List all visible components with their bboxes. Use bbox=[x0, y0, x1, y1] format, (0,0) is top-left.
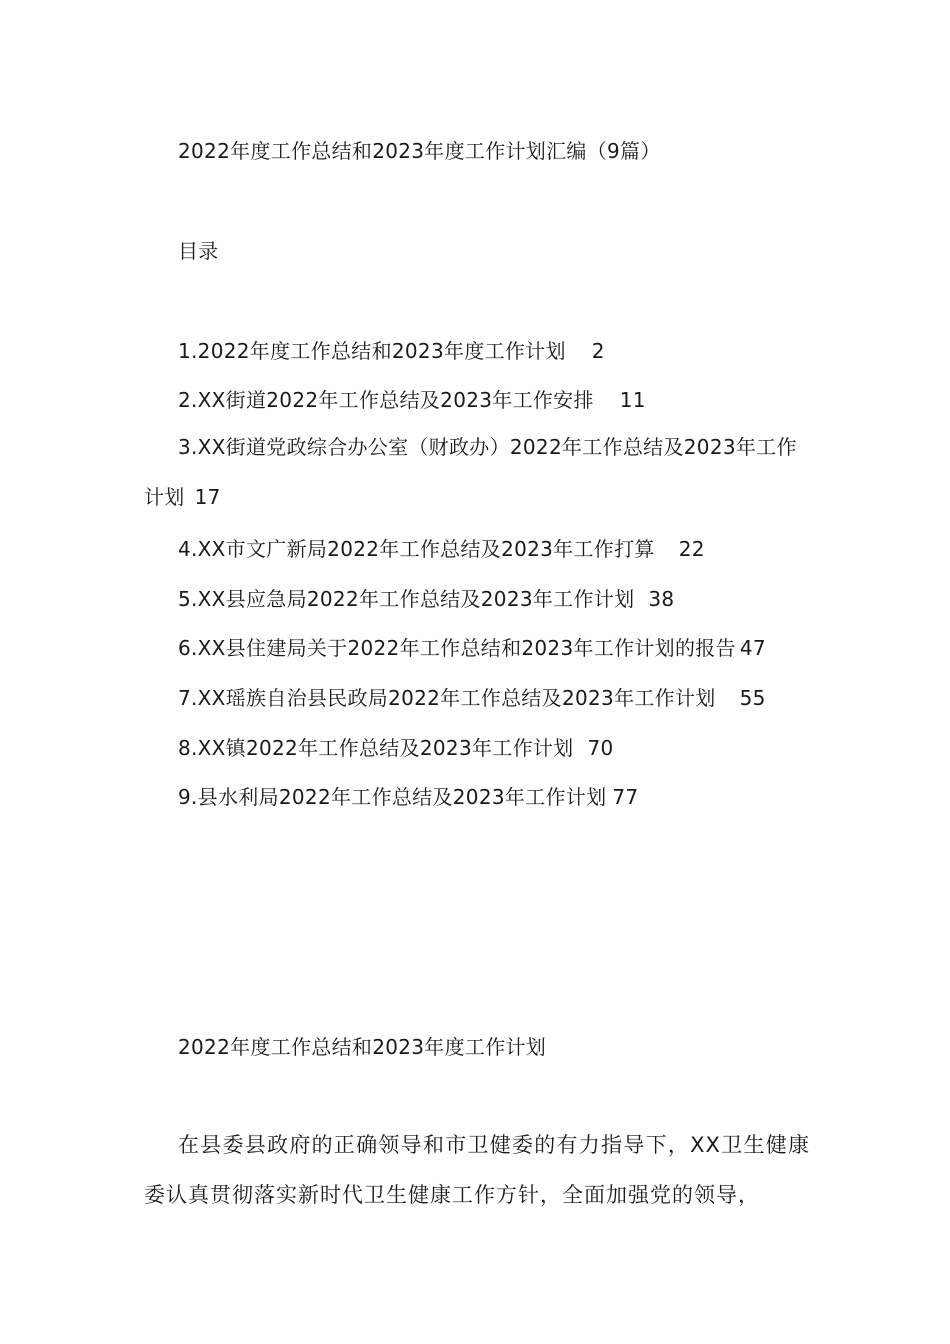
toc-item-4[interactable] bbox=[178, 535, 705, 563]
toc-item-page: 11 bbox=[619, 388, 646, 412]
toc-item-page: 47 bbox=[739, 636, 766, 660]
toc-item-label: 5.XX县应急局2022年工作总结及2023年工作计划 bbox=[178, 587, 635, 611]
toc-item-label: 8.XX镇2022年工作总结及2023年工作计划 bbox=[178, 736, 574, 760]
toc-item-page: 77 bbox=[612, 785, 639, 809]
toc-item-label: 9.县水利局2022年工作总结及2023年工作计划 bbox=[178, 785, 607, 809]
toc-item-page: 17 bbox=[194, 485, 221, 509]
toc-item-label: 1.2022年度工作总结和2023年度工作计划 bbox=[178, 339, 566, 363]
toc-item-page: 2 bbox=[591, 339, 605, 363]
toc-item-6[interactable] bbox=[178, 634, 766, 662]
toc-item-label: 6.XX县住建局关于2022年工作总结和2023年工作计划的报告 bbox=[178, 636, 736, 660]
toc-item-1[interactable] bbox=[178, 337, 605, 365]
toc-item-7[interactable] bbox=[178, 684, 766, 712]
toc-item-page: 22 bbox=[678, 537, 705, 561]
toc-heading: 目录 bbox=[178, 239, 219, 263]
toc-item-label: 2.XX街道2022年工作总结及2023年工作安排 bbox=[178, 388, 594, 412]
body-paragraph: 在县委县政府的正确领导和市卫健委的有力指导下，XX卫生健康委认真贯彻落实新时代卫生健康工作方针，全面加强党的领导， bbox=[144, 1133, 810, 1207]
main-title: 2022年度工作总结和2023年度工作计划汇编（9篇） bbox=[178, 139, 661, 163]
toc-item-3[interactable] bbox=[144, 422, 810, 522]
toc-item-label: 4.XX市文广新局2022年工作总结及2023年工作打算 bbox=[178, 537, 655, 561]
toc-item-label: 3.XX街道党政综合办公室（财政办）2022年工作总结及2023年工作计划 bbox=[144, 435, 797, 509]
toc-item-page: 70 bbox=[587, 736, 614, 760]
section-title: 2022年度工作总结和2023年度工作计划 bbox=[178, 1035, 547, 1059]
toc-item-5[interactable] bbox=[178, 585, 674, 613]
toc-item-8[interactable] bbox=[178, 734, 614, 762]
toc-item-2[interactable] bbox=[178, 386, 646, 414]
toc-item-9[interactable] bbox=[178, 783, 638, 811]
toc-item-page: 55 bbox=[739, 686, 766, 710]
toc-item-page: 38 bbox=[648, 587, 675, 611]
toc-item-label: 7.XX瑶族自治县民政局2022年工作总结及2023年工作计划 bbox=[178, 686, 716, 710]
